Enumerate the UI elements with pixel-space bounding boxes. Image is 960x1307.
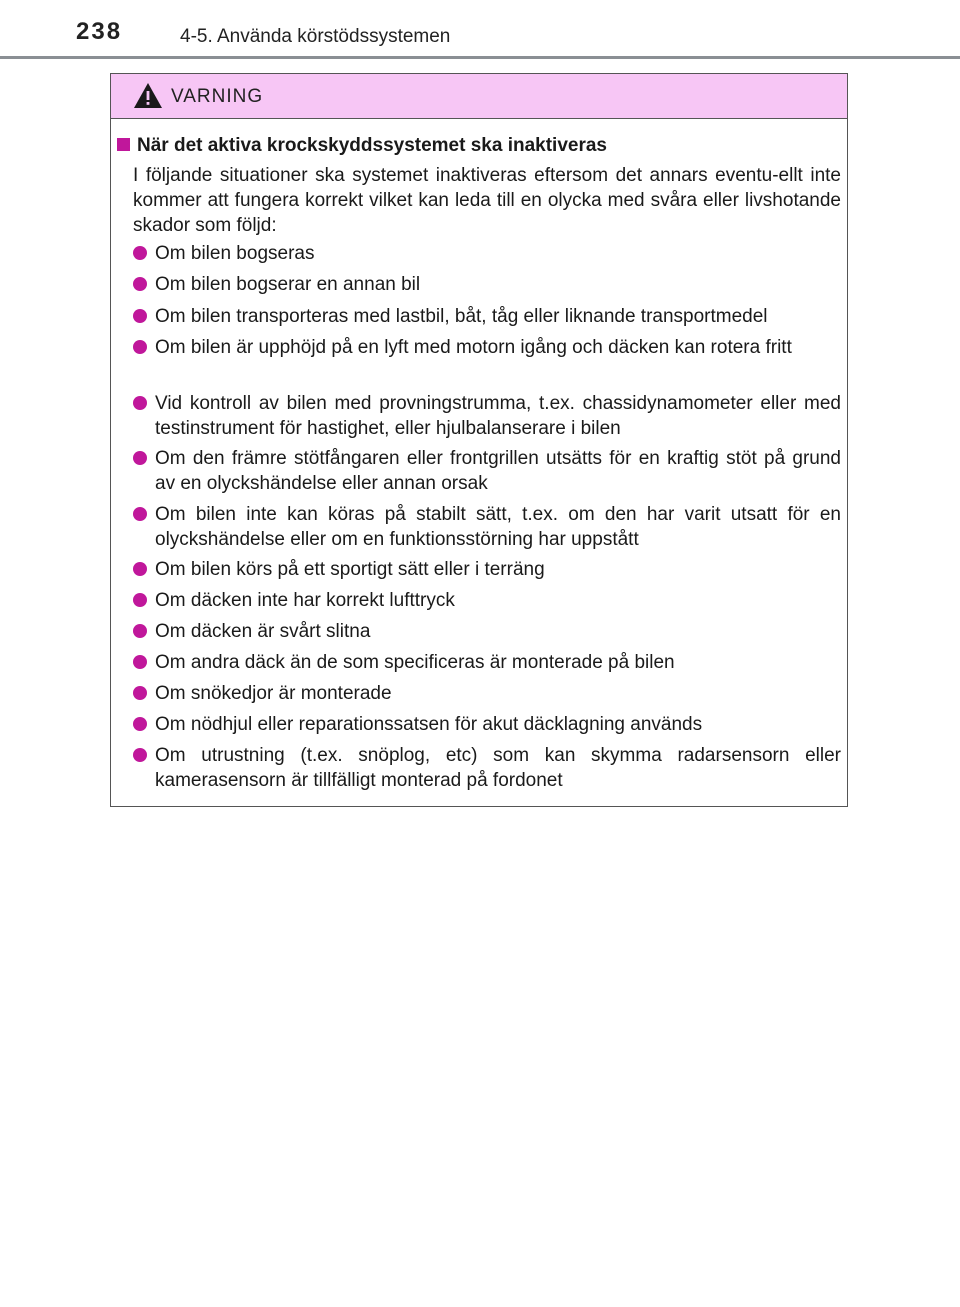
bullet-dot-icon bbox=[133, 340, 147, 354]
list-item-text: Om andra däck än de som specificeras är monterade på bilen bbox=[155, 652, 675, 673]
list-item bbox=[133, 335, 841, 360]
list-item bbox=[133, 681, 841, 706]
bullet-dot-icon bbox=[133, 246, 147, 260]
warning-heading-text: När det aktiva krockskyddssystemet ska inaktiveras bbox=[137, 135, 607, 156]
bullet-dot-icon bbox=[133, 309, 147, 323]
list-item-text: Om däcken är svårt slitna bbox=[155, 621, 371, 642]
bullet-dot-icon bbox=[133, 562, 147, 576]
list-item-text: Om bilen transporteras med lastbil, båt, tåg eller liknande transportmedel bbox=[155, 306, 768, 327]
page-header bbox=[0, 0, 960, 62]
list-item bbox=[133, 743, 841, 793]
bullet-dot-icon bbox=[133, 624, 147, 638]
list-item bbox=[133, 650, 841, 675]
warning-label: VARNING bbox=[171, 86, 264, 107]
list-item-text: Vid kontroll av bilen med provningstrumma, t.ex. chassidynamometer eller med testinstrument för hastighet, eller hjulbalanserare i bilen bbox=[155, 393, 841, 439]
bullet-dot-icon bbox=[133, 593, 147, 607]
list-item bbox=[133, 241, 841, 266]
list-item-text: Om nödhjul eller reparationssatsen för akut däcklagning används bbox=[155, 714, 703, 735]
bullet-dot-icon bbox=[133, 686, 147, 700]
bullet-dot-icon bbox=[133, 655, 147, 669]
list-item-text: Om däcken inte har korrekt lufttryck bbox=[155, 590, 455, 611]
list-item bbox=[133, 619, 841, 644]
warning-heading bbox=[117, 135, 607, 157]
list-item-text: Om snökedjor är monterade bbox=[155, 683, 392, 704]
list-item bbox=[133, 502, 841, 552]
square-bullet-icon bbox=[117, 138, 130, 151]
warning-triangle-icon bbox=[133, 82, 163, 109]
header-rule bbox=[0, 56, 960, 59]
list-item bbox=[133, 272, 841, 297]
list-item-text: Om bilen bogserar en annan bil bbox=[155, 274, 421, 295]
list-item-text: Om bilen är upphöjd på en lyft med motorn igång och däcken kan rotera fritt bbox=[155, 337, 792, 358]
list-item bbox=[133, 304, 841, 329]
bullet-dot-icon bbox=[133, 396, 147, 410]
list-item-text: Om bilen bogseras bbox=[155, 243, 315, 264]
list-item bbox=[133, 712, 841, 737]
list-item-text: Om bilen inte kan köras på stabilt sätt, t.ex. om den har varit utsatt för en olyckshändelse eller om en funktionsstörning har uppstått bbox=[155, 504, 841, 550]
list-item-text: Om utrustning (t.ex. snöplog, etc) som kan skymma radarsensorn eller kamerasensorn är tillfälligt monterad på fordonet bbox=[155, 745, 841, 791]
bullet-dot-icon bbox=[133, 277, 147, 291]
list-item-text: Om den främre stötfångaren eller frontgrillen utsätts för en kraftig stöt på grund av en olyckshändelse eller annan orsak bbox=[155, 448, 841, 494]
bullet-dot-icon bbox=[133, 717, 147, 731]
section-title: 4-5. Använda körstödssystemen bbox=[180, 26, 451, 47]
warning-intro: I följande situationer ska systemet inaktiveras eftersom det annars eventu-ellt inte kommer att fungera korrekt vilket kan leda till en olycka med svåra eller livshotande skador som följd: bbox=[133, 165, 841, 236]
list-item bbox=[133, 588, 841, 613]
warning-header bbox=[111, 74, 847, 119]
list-item bbox=[133, 391, 841, 441]
page-number: 238 bbox=[76, 18, 123, 45]
bullet-dot-icon bbox=[133, 748, 147, 762]
list-item bbox=[133, 557, 841, 582]
bullet-dot-icon bbox=[133, 451, 147, 465]
bullet-dot-icon bbox=[133, 507, 147, 521]
warning-box bbox=[110, 73, 848, 807]
list-item bbox=[133, 446, 841, 496]
list-item-text: Om bilen körs på ett sportigt sätt eller i terräng bbox=[155, 559, 545, 580]
